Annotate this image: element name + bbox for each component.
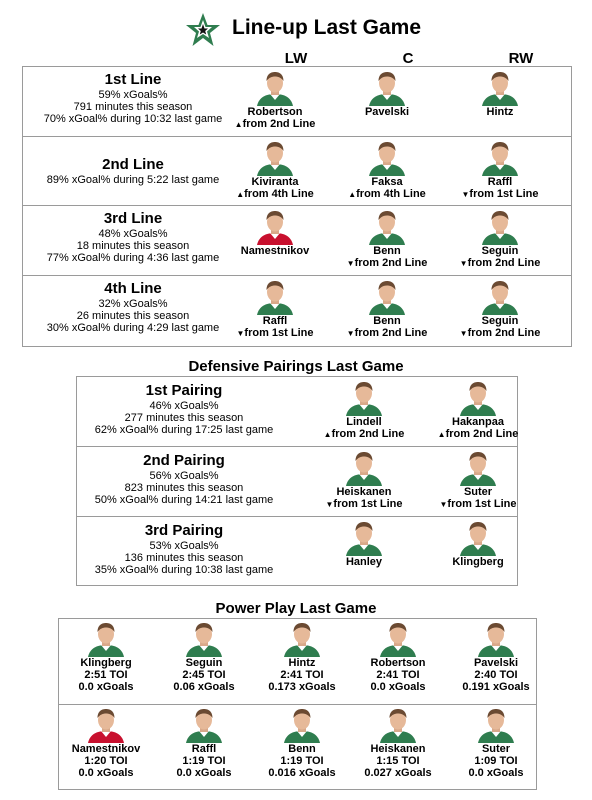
player-headshot-icon (184, 621, 224, 657)
line-row (23, 206, 571, 276)
player-headshot-icon (255, 279, 295, 315)
player-headshot-icon (344, 380, 384, 416)
player-headshot-icon (367, 209, 407, 245)
powerplay-toi: 1:19 TOI (280, 755, 324, 767)
line-change-text: from 1st Line (469, 188, 539, 200)
powerplay-name: Pavelski (473, 657, 519, 669)
powerplay-toi: 2:45 TOI (182, 669, 226, 681)
player-name: Seguin (481, 245, 519, 257)
player-card (445, 209, 555, 270)
defense-title: Defensive Pairings Last Game (188, 358, 404, 375)
player-name: Benn (373, 245, 401, 257)
powerplay-xg: 0.0 xGoals (78, 767, 134, 779)
row-stat: 32% xGoals% (98, 298, 168, 310)
player-headshot-icon (282, 707, 322, 743)
line-change-text: from 2nd Line (354, 327, 428, 339)
row-summary (23, 70, 243, 125)
player-headshot-icon (458, 450, 498, 486)
row-stat: 77% xGoal% during 4:36 last game (46, 252, 220, 264)
powerplay-toi: 1:20 TOI (84, 755, 128, 767)
row-stat: 18 minutes this season (76, 240, 190, 252)
column-header-lw: LW (284, 50, 308, 67)
row-stat: 277 minutes this season (124, 412, 244, 424)
powerplay-player-card (441, 707, 551, 779)
powerplay-xg: 0.0 xGoals (370, 681, 426, 693)
player-headshot-icon (458, 380, 498, 416)
player-headshot-icon (344, 520, 384, 556)
player-card (220, 140, 330, 201)
player-headshot-icon (184, 707, 224, 743)
powerplay-title: Power Play Last Game (215, 600, 377, 617)
powerplay-xg: 0.0 xGoals (176, 767, 232, 779)
row-summary (77, 451, 291, 506)
player-name: Lindell (346, 416, 382, 428)
powerplay-row (59, 619, 536, 705)
player-name: Pavelski (364, 106, 410, 118)
row-stat: 30% xGoal% during 4:29 last game (46, 322, 220, 334)
powerplay-player-card (343, 621, 453, 693)
column-header-rw: RW (508, 50, 534, 67)
powerplay-player-card (149, 621, 259, 693)
powerplay-toi: 2:41 TOI (376, 669, 420, 681)
player-card (220, 209, 330, 257)
row-stat: 35% xGoal% during 10:38 last game (94, 564, 274, 576)
player-card (423, 450, 533, 511)
line-change-text: from 1st Line (333, 498, 403, 510)
powerplay-player-card (441, 621, 551, 693)
defense-table (76, 376, 518, 586)
up-arrow-icon: ▲ (236, 190, 245, 199)
row-stat: 53% xGoals% (149, 540, 219, 552)
row-stat: 89% xGoal% during 5:22 last game (46, 174, 220, 186)
line-change-text: from 4th Line (356, 188, 426, 200)
row-stat: 48% xGoals% (98, 228, 168, 240)
player-card (445, 279, 555, 340)
player-headshot-icon (255, 70, 295, 106)
player-card (445, 70, 555, 118)
row-title: 2nd Pairing (143, 452, 225, 469)
player-headshot-icon (476, 707, 516, 743)
line-change-note (220, 327, 330, 340)
row-stat: 136 minutes this season (124, 552, 244, 564)
player-headshot-icon (480, 209, 520, 245)
line-change-note (445, 188, 555, 201)
player-headshot-icon (367, 70, 407, 106)
player-headshot-icon (480, 279, 520, 315)
line-change-text: from 2nd Line (354, 257, 428, 269)
page-header (0, 8, 592, 48)
player-headshot-icon (480, 70, 520, 106)
down-arrow-icon: ▼ (439, 500, 448, 509)
powerplay-name: Heiskanen (370, 743, 426, 755)
row-summary (77, 381, 291, 436)
row-title: 2nd Line (102, 156, 164, 173)
player-headshot-icon (476, 621, 516, 657)
player-name: Namestnikov (240, 245, 310, 257)
powerplay-player-card (343, 707, 453, 779)
line-row (23, 276, 571, 346)
powerplay-toi: 2:41 TOI (280, 669, 324, 681)
player-card (423, 520, 533, 568)
lineup-table (22, 66, 572, 347)
up-arrow-icon: ▲ (234, 120, 243, 129)
player-headshot-icon (378, 707, 418, 743)
row-title: 1st Line (104, 71, 162, 88)
powerplay-name: Hintz (288, 657, 316, 669)
powerplay-player-card (247, 707, 357, 779)
line-change-note (332, 327, 442, 340)
powerplay-toi: 1:09 TOI (474, 755, 518, 767)
line-change-note (423, 498, 533, 511)
row-title: 1st Pairing (145, 382, 223, 399)
line-change-text: from 2nd Line (242, 118, 316, 130)
player-name: Hakanpaa (452, 416, 504, 428)
player-name: Raffl (487, 176, 513, 188)
powerplay-xg: 0.0 xGoals (78, 681, 134, 693)
powerplay-player-card (51, 707, 161, 779)
row-stat: 59% xGoals% (98, 89, 168, 101)
down-arrow-icon: ▼ (236, 329, 245, 338)
row-stat: 26 minutes this season (76, 310, 190, 322)
powerplay-name: Seguin (185, 657, 223, 669)
player-card (445, 140, 555, 201)
player-name: Suter (463, 486, 493, 498)
up-arrow-icon: ▲ (323, 430, 332, 439)
line-change-note (220, 118, 330, 131)
up-arrow-icon: ▲ (437, 430, 446, 439)
powerplay-row (59, 705, 536, 791)
pairing-row (77, 377, 517, 447)
row-stat: 56% xGoals% (149, 470, 219, 482)
row-stat: 791 minutes this season (73, 101, 193, 113)
line-change-text: from 2nd Line (445, 428, 519, 440)
line-change-note (309, 428, 419, 441)
powerplay-toi: 2:40 TOI (474, 669, 518, 681)
player-headshot-icon (255, 140, 295, 176)
powerplay-toi: 2:51 TOI (84, 669, 128, 681)
line-change-text: from 1st Line (244, 327, 314, 339)
dallas-stars-logo-icon (185, 12, 221, 48)
player-name: Hanley (345, 556, 383, 568)
player-name: Kiviranta (251, 176, 299, 188)
down-arrow-icon: ▼ (325, 500, 334, 509)
line-change-text: from 2nd Line (467, 327, 541, 339)
down-arrow-icon: ▼ (459, 259, 468, 268)
row-stat: 62% xGoal% during 17:25 last game (94, 424, 274, 436)
powerplay-player-card (149, 707, 259, 779)
player-name: Faksa (371, 176, 403, 188)
powerplay-xg: 0.027 xGoals (364, 767, 432, 779)
line-row (23, 67, 571, 137)
player-name: Klingberg (452, 556, 504, 568)
row-title: 3rd Pairing (144, 522, 224, 539)
line-change-text: from 2nd Line (467, 257, 541, 269)
row-summary (23, 155, 243, 186)
powerplay-toi: 1:19 TOI (182, 755, 226, 767)
line-change-note (332, 257, 442, 270)
pairing-row (77, 447, 517, 517)
row-summary (23, 209, 243, 264)
powerplay-name: Raffl (191, 743, 217, 755)
line-change-text: from 4th Line (244, 188, 314, 200)
powerplay-player-card (247, 621, 357, 693)
player-name: Heiskanen (336, 486, 392, 498)
line-change-text: from 1st Line (447, 498, 517, 510)
row-title: 3rd Line (103, 210, 163, 227)
powerplay-xg: 0.06 xGoals (173, 681, 235, 693)
powerplay-name: Namestnikov (71, 743, 141, 755)
player-headshot-icon (344, 450, 384, 486)
player-name: Benn (373, 315, 401, 327)
player-headshot-icon (282, 621, 322, 657)
row-title: 4th Line (104, 280, 162, 297)
line-change-note (423, 428, 533, 441)
player-name: Raffl (262, 315, 288, 327)
column-header-c: C (402, 50, 414, 67)
row-stat: 70% xGoal% during 10:32 last game (43, 113, 223, 125)
up-arrow-icon: ▲ (348, 190, 357, 199)
powerplay-table (58, 618, 537, 790)
row-summary (23, 279, 243, 334)
player-card (309, 380, 419, 441)
player-headshot-icon (255, 209, 295, 245)
powerplay-player-card (51, 621, 161, 693)
row-stat: 46% xGoals% (149, 400, 219, 412)
player-name: Hintz (486, 106, 514, 118)
player-card (423, 380, 533, 441)
powerplay-xg: 0.0 xGoals (468, 767, 524, 779)
player-card (332, 209, 442, 270)
row-stat: 50% xGoal% during 14:21 last game (94, 494, 274, 506)
player-headshot-icon (86, 621, 126, 657)
player-headshot-icon (378, 621, 418, 657)
line-row (23, 137, 571, 206)
player-card (309, 520, 419, 568)
line-change-note (332, 188, 442, 201)
player-card (220, 279, 330, 340)
down-arrow-icon: ▼ (459, 329, 468, 338)
line-change-note (445, 327, 555, 340)
powerplay-name: Klingberg (80, 657, 132, 669)
powerplay-name: Benn (288, 743, 316, 755)
player-card (309, 450, 419, 511)
player-card (332, 70, 442, 118)
powerplay-xg: 0.016 xGoals (268, 767, 336, 779)
line-change-note (220, 188, 330, 201)
player-headshot-icon (458, 520, 498, 556)
player-headshot-icon (480, 140, 520, 176)
player-headshot-icon (367, 140, 407, 176)
player-headshot-icon (86, 707, 126, 743)
player-name: Seguin (481, 315, 519, 327)
player-card (332, 279, 442, 340)
powerplay-name: Robertson (370, 657, 426, 669)
pairing-row (77, 517, 517, 587)
down-arrow-icon: ▼ (346, 259, 355, 268)
powerplay-name: Suter (481, 743, 511, 755)
line-change-note (445, 257, 555, 270)
page-title: Line-up Last Game (232, 16, 422, 39)
powerplay-xg: 0.173 xGoals (268, 681, 336, 693)
player-card (332, 140, 442, 201)
row-stat: 823 minutes this season (124, 482, 244, 494)
down-arrow-icon: ▼ (346, 329, 355, 338)
line-change-text: from 2nd Line (331, 428, 405, 440)
player-card (220, 70, 330, 131)
player-name: Robertson (247, 106, 303, 118)
down-arrow-icon: ▼ (461, 190, 470, 199)
powerplay-xg: 0.191 xGoals (462, 681, 530, 693)
player-headshot-icon (367, 279, 407, 315)
line-change-note (309, 498, 419, 511)
row-summary (77, 521, 291, 576)
powerplay-toi: 1:15 TOI (376, 755, 420, 767)
